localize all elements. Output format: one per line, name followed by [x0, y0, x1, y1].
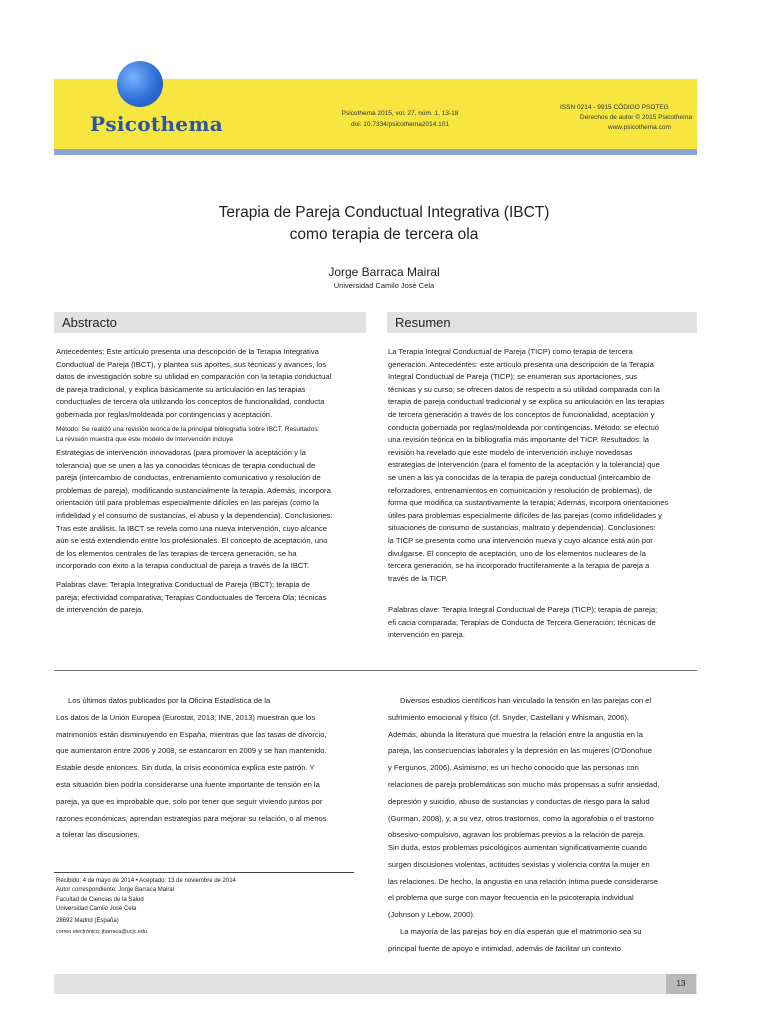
text-line: Palabras clave: Terapia Integral Conductual de Pareja (TICP); terapia de pareja; — [388, 605, 658, 614]
text-line: una revisión teórica en la bibliografía más importante del TICP. Resultados: la — [388, 435, 650, 445]
text-line: reforzadores, entrenamientos en comunicación y resolución de problemas), de — [388, 485, 653, 495]
text-line: de intervención de pareja. — [56, 605, 144, 615]
text-line: (Gurman, 2008), y, a su vez, otros trastornos, como la agorafobia o el trastorno — [388, 813, 654, 823]
author-name: Jorge Barraca Mairal — [328, 265, 440, 279]
body-left-column — [56, 693, 366, 844]
text-line: Palabras clave: Terapia Integrativa Conductual de Pareja (IBCT); terapia de — [56, 580, 310, 589]
text-line: esta situación bien podría considerarse una fuente importante de tensión en la — [56, 779, 320, 789]
header-divider — [54, 149, 697, 155]
text-line: razones económicas, aprendan estrategias para mejorar su relación, o al menos — [56, 813, 327, 823]
text-line: pareja, las consecuencias laborales y la depresión en las mujeres (O'Donohue — [388, 746, 653, 756]
abstract-keywords — [56, 579, 366, 617]
text-line: datos de investigación sobre su utilidad en comparación con la terapia conductual — [56, 372, 332, 382]
text-line: efi cacia comparada; Terapias de Conducta de Tercera Generación; técnicas de — [388, 617, 656, 627]
text-line: útiles para problemas especialmente difíciles de las parejas (como infidelidades y — [388, 510, 662, 520]
text-line: Además, abunda la literatura que muestra la relación entre la angustia en la — [388, 729, 643, 739]
text-line: infidelidad y el consumo de sustancias, el abuso y la dependencia). Conclusiones: — [56, 510, 333, 520]
footnote-rule — [54, 872, 354, 873]
text-line: Facultad de Ciencias de la Salud — [56, 896, 144, 903]
text-line: pareja; efectividad comparativa; Terapias Conductuales de Tercera Ola; técnicas — [56, 592, 327, 602]
text-line: problemas de pareja), modificando sustancialmente la terapia. Además, incorpora — [56, 485, 331, 495]
text-line: sufrimiento emocional y físico (cf. Snyder, Castellani y Whisman, 2006). — [388, 712, 629, 722]
text-line: Diversos estudios científicos han vinculado la tensión en las parejas con el — [400, 696, 652, 705]
text-line: incorporado con éxito a la terapia conductual de pareja a través de la IBCT. — [56, 561, 310, 571]
abstract-paragraph-2 — [56, 425, 366, 444]
issn-line: ISSN 0214 - 9915 CÓDIGO PSOTEG — [560, 104, 669, 111]
resumen-keywords — [388, 604, 700, 642]
text-line: obsesivo-compulsivo, agravan los problemas previos a la relación de pareja. — [388, 830, 646, 840]
text-line: intervención en pareja. — [388, 630, 465, 640]
text-line: través de la TICP. — [388, 573, 448, 583]
text-line: Universidad Camilo José Cela — [56, 906, 137, 913]
text-line: a tolerar las discusiones. — [56, 830, 140, 840]
text-line: de tercera generación a través de los conceptos de funcionalidad, aceptación y — [388, 409, 655, 419]
text-line: se unen a las ya conocidas de la terapia de pareja conductual (intercambio de — [388, 472, 651, 482]
globe-logo-icon — [117, 61, 163, 107]
text-line: Antecedentes: Este artículo presenta una descripción de la Terapia Integrativa — [56, 347, 319, 356]
text-line: orientación útil para problemas especialmente difíciles en las parejas (como la — [56, 498, 319, 508]
text-line: pareja, ya que es improbable que, solo por tener que seguir viviendo juntos por — [56, 796, 323, 806]
text-line: Los datos de la Unión Europea (Eurostat, 2013; INE, 2013) muestran que los — [56, 712, 316, 722]
text-line: pareja (intercambio de conductas, entrenamiento comunicativo y resolución de — [56, 473, 321, 483]
text-line: estrategias de intervención (para el fomento de la aceptación y la tolerancia) que — [388, 460, 660, 470]
text-line: forma que modifica ca sustantivamente la terapia; Además, incorpora orientaciones — [388, 498, 669, 508]
text-line: conducta gobernada por reglas/moldeada por contingencias. Método: se efectuó — [388, 422, 660, 432]
text-line: La Terapia Integral Conductual de Pareja (TICP) como terapia de tercera — [388, 347, 633, 356]
text-line: Los últimos datos publicados por la Oficina Estadística de la — [68, 696, 271, 705]
text-line: tolerancia) que se unen a las ya conocidas técnicas de terapia conductual de — [56, 460, 316, 470]
text-line: que aumentaron entre 2006 y 2008, se estancaron en 2009 y se han mantenido. — [56, 746, 327, 756]
text-line: revisión ha revelado que este modelo de intervención incluye novedosas — [388, 447, 633, 457]
doi-line: doi: 10.7334/psicothema2014.101 — [351, 121, 449, 128]
text-line: matrimonios están disminuyendo en España, mientras que las tasas de divorcio, — [56, 729, 327, 739]
text-line: Método: Se realizó una revisión teórica de la principal bibliografía sobre IBCT. Resultados: — [56, 426, 320, 433]
website-link[interactable]: www.psicothema.com — [608, 124, 671, 131]
body-right-paragraph-2 — [388, 840, 700, 958]
text-line: de los elementos centrales de las terapias de tercera generación, se ha — [56, 548, 297, 558]
text-line: terapia de pareja conductual tradicional y se explica su articulación en las terapias — [388, 397, 665, 407]
email-line[interactable]: correo electrónico: jbarraca@ucjc.edu — [56, 929, 147, 936]
text-line: conductuales de tercera ola utilizando los conceptos de funcionalidad, conducta — [56, 397, 325, 407]
section-divider — [54, 670, 697, 671]
journal-citation — [300, 108, 500, 130]
text-line: y Fergunos, 2006). Asimismo, es un hecho conocido que las personas con — [388, 763, 639, 773]
text-line: Recibido: 4 de mayo de 2014 • Aceptado: 13 de noviembre de 2014 — [56, 878, 236, 884]
article-title — [100, 202, 668, 246]
copyright-line: Derechos de autor © 2015 Psicothema — [580, 114, 693, 121]
text-line: (Johnson y Lebow, 2000). — [388, 910, 475, 920]
text-line: 28692 Madrid (España) — [56, 917, 119, 924]
text-line: el problema que surge con mayor frecuencia en la psicoterapia individual — [388, 893, 634, 903]
journal-info — [560, 103, 692, 133]
abstract-paragraph-3 — [56, 447, 366, 573]
abstract-paragraph-1 — [56, 346, 366, 422]
footnote — [56, 877, 366, 937]
text-line: las relaciones. De hecho, la angustia en una relación íntima puede considerarse — [388, 876, 658, 886]
journal-logo: Psicothema — [90, 112, 224, 136]
text-line: aún se está extendiendo entre los profesionales. El concepto de aceptación, uno — [56, 536, 328, 546]
text-line: Tras este análisis, la IBCT se revela como una nueva intervención, cuyo alcance — [56, 523, 327, 533]
text-line: de pareja tradicional, y explica básicamente su articulación en las terapias — [56, 384, 306, 394]
body-right-paragraph-1 — [388, 693, 700, 844]
text-line: La mayoría de las parejas hoy en día esperan que el matrimonio sea su — [400, 926, 642, 936]
text-line: divulgarse. El concepto de aceptación, uno de los elementos nucleares de la — [388, 548, 646, 558]
text-line: principal fuente de apoyo e intimidad, además de facilitar un contexto — [388, 943, 622, 953]
page-number: 13 — [666, 974, 696, 994]
text-line: depresión y suicidio, abuso de sustancias y conductas de riesgo para la salud — [388, 796, 650, 806]
text-line: gobernada por reglas/moldeada por contingencias y aceptación. — [56, 409, 273, 419]
resumen-paragraph — [388, 346, 700, 585]
author-affiliation: Universidad Camilo José Cela — [333, 281, 435, 290]
title-line-2: como terapia de tercera ola — [289, 226, 479, 243]
text-line: Sin duda, estos problemas psicológicos aumentan significativamente cuando — [388, 843, 647, 852]
abstract-heading: Abstracto — [54, 312, 366, 333]
journal-volume-line: Psicothema 2015, vol. 27, núm. 1, 13-18 — [341, 110, 459, 117]
text-line: Autor correspondiente: Jorge Barraca Mairal — [56, 887, 175, 894]
page-footer-bar — [54, 974, 697, 994]
text-line: técnicas y su curso; se ofrecen datos de respecto a su utilidad comparada con la — [388, 384, 660, 394]
text-line: tercera generación, se ha incorporado fructíferamente a la terapia de pareja a — [388, 561, 650, 571]
text-line: situaciones de consumo de sustancias, maltrato y dependencia). Conclusiones: — [388, 523, 656, 533]
title-line-1: Terapia de Pareja Conductual Integrativa (IBCT) — [218, 204, 550, 221]
text-line: Integral Conductual de Pareja (TICP); se enumeran sus aportaciones, sus — [388, 372, 638, 382]
text-line: La revisión muestra que este modelo de intervención incluye — [56, 435, 234, 443]
text-line: generación. Antecedentes: este artículo presenta una descripción de la Terapia — [388, 359, 654, 369]
text-line: Estrategias de intervención innovadoras (para promover la aceptación y la — [56, 448, 306, 457]
text-line: la TICP se presenta como una intervención nueva y cuyo alcance está aún por — [388, 535, 653, 545]
text-line: Conductual de Pareja (IBCT), y plantea sus aportes, sus técnicas y avances, los — [56, 359, 327, 369]
text-line: surgen discusiones violentas, actitudes sexistas y violencia contra la mujer en — [388, 859, 650, 869]
text-line: Estable desde entonces. Sin duda, la crisis económica explica este patrón. Y — [56, 763, 315, 773]
text-line: relaciones de pareja problemáticas son mucho más propensas a sufrir ansiedad, — [388, 779, 660, 789]
resumen-heading: Resumen — [387, 312, 697, 333]
